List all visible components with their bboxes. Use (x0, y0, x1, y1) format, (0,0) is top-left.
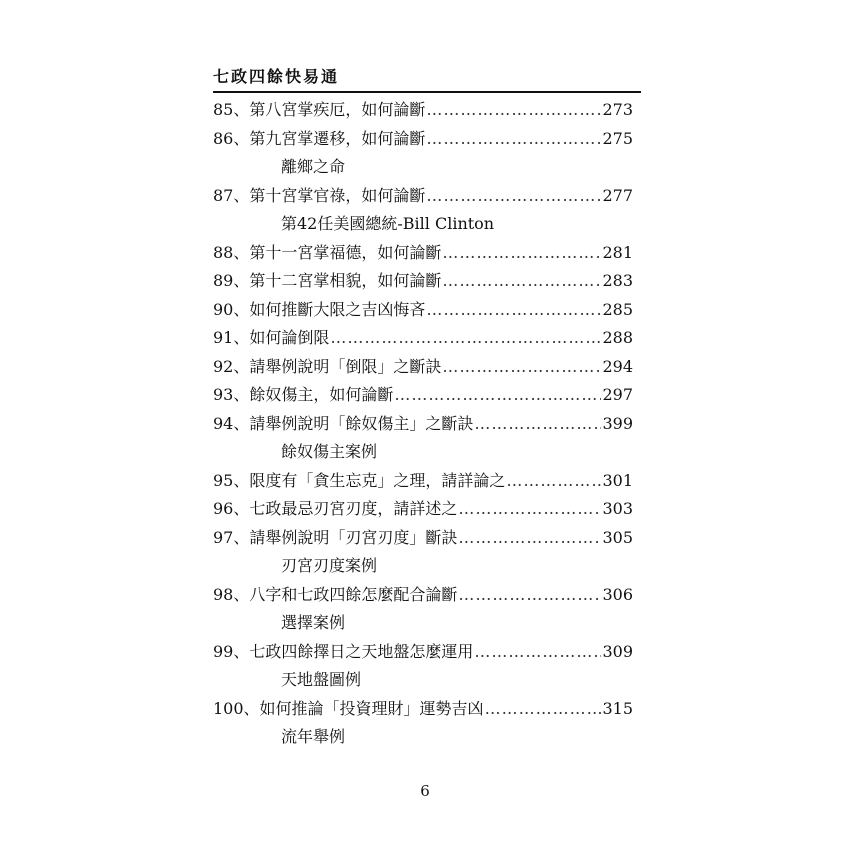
toc-entry (213, 267, 633, 296)
entry-title: 七政四餘擇日之天地盤怎麼運用 (249, 641, 474, 661)
dot-leader (442, 267, 601, 296)
entry-title: 餘奴傷主，如何論斷 (249, 385, 394, 404)
entry-title: 限度有「貪生忘克」之理，請詳論之 (249, 470, 506, 490)
toc-entry (213, 524, 633, 553)
toc-entry (213, 324, 633, 353)
entry-title: 七政最忌刃宮刃度，請詳述之 (249, 499, 458, 518)
dot-leader (458, 581, 601, 610)
entry-title: 第九宮掌遷移，如何論斷 (249, 128, 426, 148)
entry-title: 請舉例說明「餘奴傷主」之斷訣 (249, 413, 474, 433)
entry-number: 88、 (213, 242, 250, 262)
entry-number: 90、 (213, 299, 250, 319)
dot-leader (485, 695, 602, 724)
entry-number: 89、 (213, 271, 250, 290)
toc-subentry: 流年舉例 (281, 727, 346, 746)
page-number: 6 (420, 782, 430, 800)
toc-entry (213, 581, 633, 610)
toc-subentry: 第42任美國總統-Bill Clinton (281, 214, 495, 233)
dot-leader (394, 381, 601, 410)
book-title: 七政四餘快易通 (213, 67, 340, 86)
entry-number: 93、 (213, 385, 250, 404)
entry-title: 八字和七政四餘怎麼配合論斷 (249, 584, 458, 604)
entry-number: 97、 (213, 527, 250, 547)
entry-title: 第十一宮掌福德，如何論斷 (249, 242, 442, 262)
entry-number: 95、 (213, 470, 250, 490)
entry-page: 301 (602, 470, 633, 490)
entry-page: 285 (602, 299, 633, 319)
entry-title: 第十宮掌官祿，如何論斷 (249, 185, 426, 205)
toc-subentry: 天地盤圖例 (281, 670, 362, 689)
dot-leader (474, 410, 601, 439)
dot-leader (426, 125, 601, 154)
entry-number: 92、 (213, 356, 250, 376)
toc-entry (213, 638, 633, 667)
toc-entry (213, 353, 633, 382)
entry-number: 96、 (213, 499, 250, 518)
dot-leader (458, 524, 601, 553)
toc-subentry: 餘奴傷主案例 (281, 442, 378, 461)
entry-title: 如何推論「投資理財」運勢吉凶 (259, 698, 484, 718)
toc-entry (213, 410, 633, 439)
entry-page: 281 (602, 242, 633, 262)
entry-title: 如何推斷大限之吉凶悔吝 (249, 299, 426, 319)
entry-page: 303 (602, 499, 633, 518)
running-header (213, 64, 641, 92)
entry-page: 305 (602, 527, 633, 547)
toc-entry (213, 695, 633, 724)
toc-entry (213, 495, 633, 524)
dot-leader (442, 353, 601, 382)
entry-number: 100、 (213, 698, 260, 718)
toc-entry (213, 182, 633, 211)
toc-entry (213, 239, 633, 268)
entry-number: 99、 (213, 641, 250, 661)
dot-leader (442, 239, 601, 268)
entry-title: 第八宮掌疾厄，如何論斷 (249, 100, 426, 119)
dot-leader (426, 296, 601, 325)
entry-title: 請舉例說明「倒限」之斷訣 (249, 356, 442, 376)
table-of-contents (213, 96, 633, 752)
entry-page: 315 (602, 698, 633, 718)
dot-leader (474, 638, 601, 667)
entry-title: 請舉例說明「刃宮刃度」斷訣 (249, 527, 458, 547)
toc-entry (213, 125, 633, 154)
entry-page: 273 (602, 100, 633, 119)
entry-number: 86、 (213, 128, 250, 148)
entry-number: 91、 (213, 328, 250, 347)
entry-page: 306 (602, 584, 633, 604)
toc-subentry: 選擇案例 (281, 613, 346, 632)
toc-entry (213, 96, 633, 125)
entry-number: 85、 (213, 100, 250, 119)
entry-title: 如何論倒限 (249, 328, 330, 347)
dot-leader (458, 495, 601, 524)
entry-page: 294 (602, 356, 633, 376)
dot-leader (426, 182, 601, 211)
toc-subentry: 刃宮刃度案例 (281, 556, 378, 575)
toc-subentry: 離鄉之命 (281, 157, 346, 176)
entry-page: 277 (602, 185, 633, 205)
toc-entry (213, 381, 633, 410)
entry-number: 98、 (213, 584, 250, 604)
entry-page: 297 (602, 385, 633, 404)
dot-leader (426, 96, 601, 125)
entry-title: 第十二宮掌相貌，如何論斷 (249, 271, 442, 290)
entry-number: 94、 (213, 413, 250, 433)
header-rule (213, 91, 641, 93)
toc-entry (213, 296, 633, 325)
entry-page: 399 (602, 413, 633, 433)
entry-page: 283 (602, 271, 633, 290)
entry-number: 87、 (213, 185, 250, 205)
entry-page: 309 (602, 641, 633, 661)
entry-page: 275 (602, 128, 633, 148)
entry-page: 288 (602, 328, 633, 347)
toc-entry (213, 467, 633, 496)
dot-leader (506, 467, 601, 496)
dot-leader (330, 324, 601, 353)
